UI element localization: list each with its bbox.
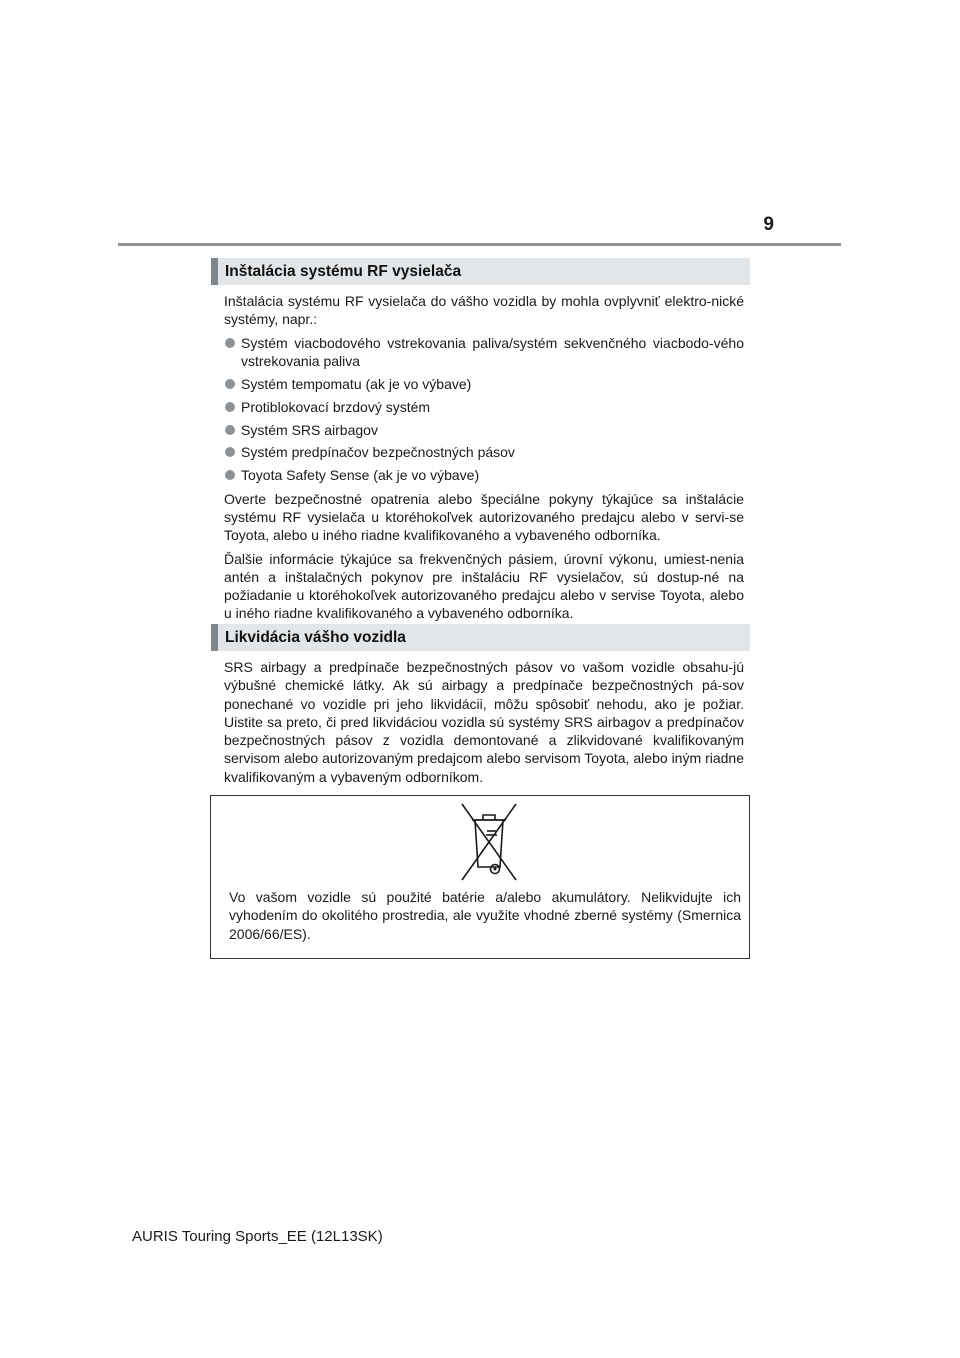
header-rule <box>118 243 841 246</box>
rf-info-paragraph: Ďalšie informácie týkajúce sa frekvenčných pásiem, úrovní výkonu, umiest-nenia antén a inštalačných pokynov pre inštaláciu RF vysielačov, sú dostup-né na požiadanie u ktoréhokoľvek autorizovaného predajcu alebo v servise Toyota, alebo u iného riadne kvalifikovaného a vybaveného odborníka. <box>224 550 744 622</box>
list-item: Systém tempomatu (ak je vo výbave) <box>224 375 744 393</box>
document-footer: AURIS Touring Sports_EE (12L13SK) <box>132 1228 383 1245</box>
list-item: Systém predpínačov bezpečnostných pásov <box>224 443 744 461</box>
bullet-icon <box>225 425 235 435</box>
battery-notice-text: Vo vašom vozidle sú použité batérie a/alebo akumulátory. Nelikvidujte ich vyhodením do okolitého prostredia, ale využite vhodné zberné systémy (Smernica 2006/66/ES). <box>229 889 741 942</box>
bullet-icon <box>225 447 235 457</box>
crossed-out-wheelie-bin-icon <box>459 801 519 883</box>
list-item: Systém viacbodového vstrekovania paliva/systém sekvenčného viacbodo-vého vstrekovania paliva <box>224 334 744 371</box>
page-number: 9 <box>763 214 774 235</box>
section-rf-transmitter-body <box>224 292 744 628</box>
rf-safety-paragraph: Overte bezpečnostné opatrenia alebo špeciálne pokyny týkajúce sa inštalácie systému RF vysielača u ktoréhokoľvek autorizovaného predajcu alebo v servi-se Toyota, alebo u iného riadne kvalifikovaného a vybaveného odborníka. <box>224 490 744 544</box>
rf-affected-systems-list <box>224 334 744 485</box>
rf-intro: Inštalácia systému RF vysielača do vášho vozidla by mohla ovplyvniť elektro-nické systémy, napr.: <box>224 293 744 328</box>
list-item: Toyota Safety Sense (ak je vo výbave) <box>224 466 744 484</box>
list-item: Protiblokovací brzdový systém <box>224 398 744 416</box>
bullet-icon <box>225 402 235 412</box>
section-vehicle-disposal-body <box>224 658 744 791</box>
bullet-icon <box>225 379 235 389</box>
list-item: Systém SRS airbagov <box>224 421 744 439</box>
disposal-paragraph: SRS airbagy a predpínače bezpečnostných pásov vo vašom vozidle obsahu-jú výbušné chemické látky. Ak sú airbagy a predpínače bezpečnostných pá-sov ponechané vo vozidle pri jeho likvidácii, môžu spôsobiť nehodu, ako je požiar. Uistite sa preto, či pred likvidáciou vozidla sú systémy SRS airbagov a predpínačov bezpečnostných pásov z vozidla demontované a zlikvidované kvalifikovaným servisom alebo autorizovaným predajcom alebo servisom Toyota, alebo iným riadne kvalifikovaným a vybaveným odborníkom. <box>224 659 744 785</box>
bullet-icon <box>225 470 235 480</box>
section-title-rf-transmitter: Inštalácia systému RF vysielača <box>211 258 750 285</box>
battery-disposal-notice <box>210 795 750 959</box>
bullet-icon <box>225 338 235 348</box>
section-title-vehicle-disposal: Likvidácia vášho vozidla <box>211 624 750 651</box>
